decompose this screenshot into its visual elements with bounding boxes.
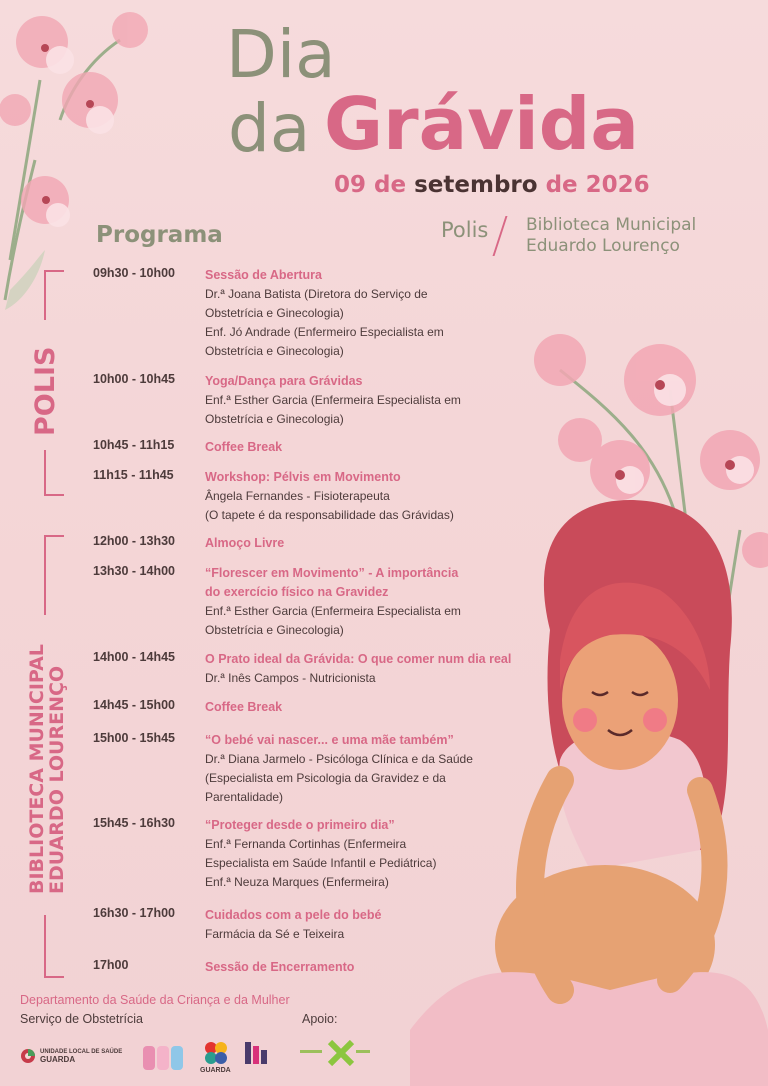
schedule-time: 12h00 - 13h30 [93, 534, 175, 548]
schedule-detail: Enf.ª Neuza Marques (Enfermeira) [205, 875, 389, 889]
schedule-title: “Florescer em Movimento” - A importância [205, 566, 459, 580]
biblioteca-bracket-line-top [44, 535, 46, 615]
biblioteca-logo-icon [243, 1040, 269, 1066]
schedule-title: Sessão de Encerramento [205, 960, 355, 974]
schedule-time: 15h00 - 15h45 [93, 731, 175, 745]
schedule-event [205, 731, 525, 807]
uls-logo-icon [20, 1048, 36, 1064]
schedule-event [205, 906, 525, 944]
location-biblioteca [526, 215, 696, 258]
date-year: de 2026 [545, 172, 650, 198]
schedule-title: “O bebé vai nascer... e uma mãe também” [205, 733, 454, 747]
maternity-logo-icon [143, 1044, 183, 1072]
schedule-time: 15h45 - 16h30 [93, 816, 175, 830]
schedule-time: 14h00 - 14h45 [93, 650, 175, 664]
title-da: da [228, 90, 311, 167]
venue-label-biblioteca-line1: BIBLIOTECA MUNICIPAL [26, 644, 48, 894]
location-biblioteca-line2: Eduardo Lourenço [526, 236, 680, 257]
footer-department: Departamento da Saúde da Criança e da Mulher [20, 993, 290, 1007]
schedule-event [205, 266, 525, 361]
schedule-time: 16h30 - 17h00 [93, 906, 175, 920]
guarda-municipality-logo-icon [203, 1040, 229, 1066]
schedule-detail: Dr.ª Diana Jarmelo - Psicóloga Clínica e da Saúde [205, 752, 473, 766]
schedule-time: 10h00 - 10h45 [93, 372, 175, 386]
schedule-time: 14h45 - 15h00 [93, 698, 175, 712]
schedule-title: O Prato ideal da Grávida: O que comer num dia real [205, 652, 512, 666]
schedule-detail: Enf.ª Esther Garcia (Enfermeira Especialista em [205, 604, 461, 618]
schedule-time: 09h30 - 10h00 [93, 266, 175, 280]
location-biblioteca-line1: Biblioteca Municipal [526, 215, 697, 235]
schedule-title: Yoga/Dança para Grávidas [205, 374, 363, 388]
date-month: setembro [414, 172, 538, 198]
flowers-top-left-decoration [0, 0, 170, 330]
schedule-event [205, 816, 525, 892]
venue-label-biblioteca-line2: EDUARDO LOURENÇO [45, 665, 68, 894]
biblioteca-bracket-line-bottom [44, 915, 46, 977]
logo-guarda-label: GUARDA [200, 1067, 231, 1074]
title-gravida: Grávida [324, 82, 639, 166]
schedule-detail: Dr.ª Inês Campos - Nutricionista [205, 671, 376, 685]
schedule-title: Coffee Break [205, 440, 283, 454]
schedule-detail: Obstetrícia e Ginecologia) [205, 344, 344, 358]
schedule-detail: Dr.ª Joana Batista (Diretora do Serviço de [205, 287, 428, 301]
schedule-event [205, 468, 525, 525]
schedule-time: 13h30 - 14h00 [93, 564, 175, 578]
schedule-detail: Especialista em Saúde Infantil e Pediátrica) [205, 856, 437, 870]
schedule-time: 17h00 [93, 958, 129, 972]
title-dia: Dia [226, 16, 336, 93]
venue-label-biblioteca [28, 644, 68, 894]
schedule-detail: Ângela Fernandes - Fisioterapeuta [205, 489, 390, 503]
schedule-title-cont: do exercício físico na Gravidez [205, 585, 389, 599]
schedule-event [205, 650, 525, 688]
schedule-detail: Obstetrícia e Ginecologia) [205, 306, 344, 320]
schedule-detail: Enf.ª Fernanda Cortinhas (Enfermeira [205, 837, 407, 851]
schedule-detail: Obstetrícia e Ginecologia) [205, 623, 344, 637]
schedule-time: 10h45 - 11h15 [93, 438, 175, 452]
pharmacy-logo-icon [300, 1040, 372, 1066]
schedule-title: Coffee Break [205, 700, 283, 714]
footer-apoio-label: Apoio: [302, 1012, 338, 1026]
schedule-title: Cuidados com a pele do bebé [205, 908, 382, 922]
date-day: 09 de [334, 172, 407, 198]
schedule-event [205, 958, 525, 977]
location-divider [493, 216, 508, 256]
location-polis: Polis [441, 218, 489, 242]
schedule-event [205, 698, 525, 717]
schedule-title: “Proteger desde o primeiro dia” [205, 818, 395, 832]
schedule-detail: Farmácia da Sé e Teixeira [205, 927, 345, 941]
schedule-event [205, 372, 525, 429]
schedule-time: 11h15 - 11h45 [93, 468, 174, 482]
schedule-detail: Parentalidade) [205, 790, 284, 804]
schedule-detail: (Especialista em Psicologia da Gravidez e da [205, 771, 446, 785]
schedule-title: Almoço Livre [205, 536, 285, 550]
polis-bracket-line-top [44, 270, 46, 320]
polis-bracket-top [44, 270, 64, 272]
schedule-title: Workshop: Pélvis em Movimento [205, 470, 401, 484]
event-date [334, 172, 650, 200]
schedule-detail: Obstetrícia e Ginecologia) [205, 412, 344, 426]
polis-bracket-bottom [44, 494, 64, 496]
schedule-detail: Enf. Jó Andrade (Enfermeiro Especialista em [205, 325, 444, 339]
schedule-detail: (O tapete é da responsabilidade das Grávidas) [205, 508, 454, 522]
schedule-detail: Enf.ª Esther Garcia (Enfermeira Especialista em [205, 393, 461, 407]
footer-service: Serviço de Obstetrícia [20, 1012, 143, 1026]
polis-bracket-line-bottom [44, 450, 46, 495]
venue-label-polis: POLIS [30, 346, 61, 436]
schedule-event [205, 564, 525, 640]
schedule-event [205, 534, 525, 553]
logo-uls-guarda [20, 1048, 122, 1064]
programa-heading: Programa [96, 222, 223, 248]
biblioteca-bracket-top [44, 535, 64, 537]
logo-uls-line1: UNIDADE LOCAL DE SAÚDE [40, 1048, 123, 1055]
schedule-event [205, 438, 525, 457]
schedule-title: Sessão de Abertura [205, 268, 322, 282]
logo-uls-line2: GUARDA [40, 1054, 76, 1064]
biblioteca-bracket-bottom [44, 976, 64, 978]
